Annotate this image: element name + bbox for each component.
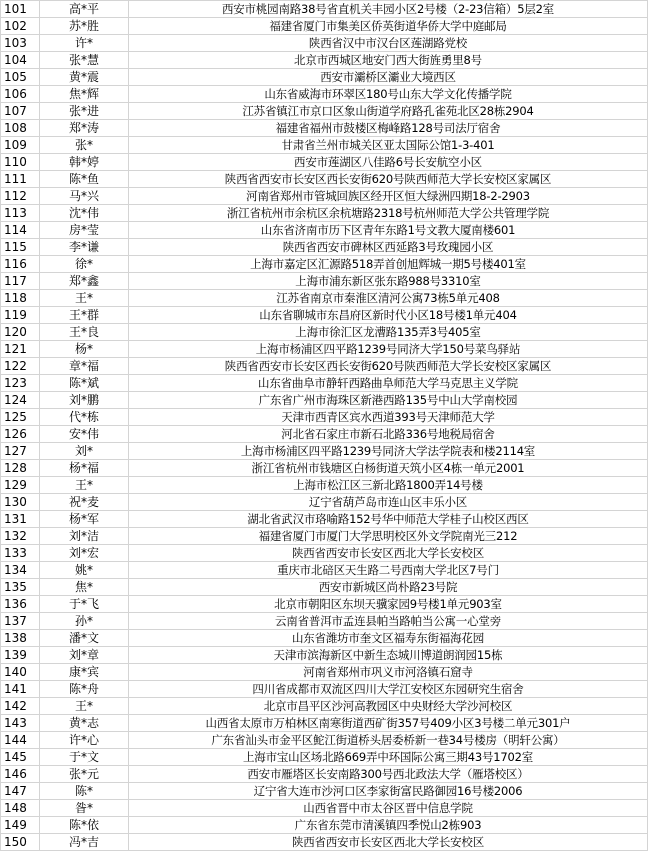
row-number-cell[interactable]: 134 (1, 562, 40, 579)
name-cell[interactable]: 陈* (40, 783, 129, 800)
address-cell[interactable]: 山东省威海市环翠区180号山东大学文化传播学院 (129, 86, 648, 103)
address-cell[interactable]: 浙江省杭州市余杭区余杭塘路2318号杭州师范大学公共管理学院 (129, 205, 648, 222)
table-body (1, 1, 648, 851)
row-number-cell[interactable]: 132 (1, 528, 40, 545)
address-cell[interactable]: 上海市嘉定区汇源路518弄首创旭辉城一期5号楼401室 (129, 256, 648, 273)
table-row (1, 120, 648, 137)
row-number-cell[interactable]: 135 (1, 579, 40, 596)
table-row (1, 800, 648, 817)
name-cell[interactable]: 祝*麦 (40, 494, 129, 511)
address-cell[interactable]: 甘肃省兰州市城关区亚太国际公馆1-3-401 (129, 137, 648, 154)
row-number-cell[interactable]: 104 (1, 52, 40, 69)
name-cell[interactable]: 黄*震 (40, 69, 129, 86)
name-cell[interactable]: 杨*军 (40, 511, 129, 528)
address-cell[interactable]: 西安市新城区尚朴路23号院 (129, 579, 648, 596)
name-cell[interactable]: 杨* (40, 341, 129, 358)
name-cell[interactable]: 王*群 (40, 307, 129, 324)
table-row (1, 749, 648, 766)
name-cell[interactable]: 陈*鱼 (40, 171, 129, 188)
table-row (1, 766, 648, 783)
row-number-cell[interactable]: 127 (1, 443, 40, 460)
table-row (1, 664, 648, 681)
name-cell[interactable]: 马*兴 (40, 188, 129, 205)
address-cell[interactable]: 上海市徐汇区龙漕路135弄3号405室 (129, 324, 648, 341)
row-number-cell[interactable]: 122 (1, 358, 40, 375)
address-cell[interactable]: 上海市松江区三新北路1800弄14号楼 (129, 477, 648, 494)
name-cell[interactable]: 郑*鑫 (40, 273, 129, 290)
name-cell[interactable]: 安*伟 (40, 426, 129, 443)
table-row (1, 18, 648, 35)
address-cell[interactable]: 上海市杨浦区四平路1239号同济大学150号菜鸟驿站 (129, 341, 648, 358)
name-cell[interactable]: 高*平 (40, 1, 129, 18)
row-number-cell[interactable]: 147 (1, 783, 40, 800)
table-row (1, 324, 648, 341)
address-cell[interactable]: 陕西省西安市长安区西北大学长安校区 (129, 545, 648, 562)
name-cell[interactable]: 王* (40, 290, 129, 307)
row-number-cell[interactable]: 110 (1, 154, 40, 171)
table-row (1, 69, 648, 86)
address-cell[interactable]: 广东省广州市海珠区新港西路135号中山大学南校园 (129, 392, 648, 409)
address-cell[interactable]: 西安市雁塔区长安南路300号西北政法大学（雁塔校区） (129, 766, 648, 783)
table-row (1, 698, 648, 715)
address-cell[interactable]: 天津市西青区宾水西道393号天津师范大学 (129, 409, 648, 426)
table-row (1, 375, 648, 392)
address-cell[interactable]: 陕西省西安市长安区西长安街620号陕西师范大学长安校区家属区 (129, 358, 648, 375)
name-cell[interactable]: 张*进 (40, 103, 129, 120)
address-cell[interactable]: 上海市宝山区场北路669弄中环国际公寓三期43号1702室 (129, 749, 648, 766)
name-cell[interactable]: 刘*宏 (40, 545, 129, 562)
name-cell[interactable]: 焦* (40, 579, 129, 596)
row-number-cell[interactable]: 148 (1, 800, 40, 817)
row-number-cell[interactable]: 146 (1, 766, 40, 783)
table-row (1, 426, 648, 443)
name-cell[interactable]: 徐* (40, 256, 129, 273)
table-row (1, 392, 648, 409)
name-cell[interactable]: 康*宾 (40, 664, 129, 681)
table-row (1, 681, 648, 698)
address-cell[interactable]: 山东省聊城市东昌府区新时代小区18号楼1单元404 (129, 307, 648, 324)
table-row (1, 103, 648, 120)
table-row (1, 341, 648, 358)
row-number-cell[interactable]: 119 (1, 307, 40, 324)
row-number-cell[interactable]: 137 (1, 613, 40, 630)
address-cell[interactable]: 山西省太原市万柏林区南寒街道西矿街357号409小区3号楼二单元301户 (129, 715, 648, 732)
name-cell[interactable]: 刘*章 (40, 647, 129, 664)
name-cell[interactable]: 张*慧 (40, 52, 129, 69)
row-number-cell[interactable]: 143 (1, 715, 40, 732)
address-cell[interactable]: 北京市西城区地安门西大街旌勇里8号 (129, 52, 648, 69)
table-row (1, 443, 648, 460)
row-number-cell[interactable]: 131 (1, 511, 40, 528)
address-cell[interactable]: 上海市浦东新区张东路988号3310室 (129, 273, 648, 290)
address-cell[interactable]: 上海市杨浦区四平路1239号同济大学法学院表和楼2114室 (129, 443, 648, 460)
table-row (1, 630, 648, 647)
name-cell[interactable]: 章*福 (40, 358, 129, 375)
row-number-cell[interactable]: 123 (1, 375, 40, 392)
name-cell[interactable]: 陈*斌 (40, 375, 129, 392)
address-cell[interactable]: 陕西省西安市长安区西长安街620号陕西师范大学长安校区家属区 (129, 171, 648, 188)
name-cell[interactable]: 刘* (40, 443, 129, 460)
table-row (1, 1, 648, 18)
table-row (1, 477, 648, 494)
row-number-cell[interactable]: 106 (1, 86, 40, 103)
row-number-cell[interactable]: 150 (1, 834, 40, 851)
address-cell[interactable]: 西安市莲湖区八佳路6号长安航空小区 (129, 154, 648, 171)
table-row (1, 732, 648, 749)
address-cell[interactable]: 江苏省南京市秦淮区清河公寓73栋5单元408 (129, 290, 648, 307)
row-number-cell[interactable]: 130 (1, 494, 40, 511)
row-number-cell[interactable]: 114 (1, 222, 40, 239)
table-row (1, 545, 648, 562)
address-cell[interactable]: 江苏省镇江市京口区象山街道学府路孔雀苑北区28栋2904 (129, 103, 648, 120)
address-cell[interactable]: 云南省普洱市孟连县帕当路帕当公寓一心堂旁 (129, 613, 648, 630)
row-number-cell[interactable]: 116 (1, 256, 40, 273)
row-number-cell[interactable]: 142 (1, 698, 40, 715)
row-number-cell[interactable]: 113 (1, 205, 40, 222)
row-number-cell[interactable]: 144 (1, 732, 40, 749)
row-number-cell[interactable]: 129 (1, 477, 40, 494)
row-number-cell[interactable]: 138 (1, 630, 40, 647)
name-cell[interactable]: 刘*洁 (40, 528, 129, 545)
address-cell[interactable]: 福建省福州市鼓楼区梅峰路128号司法厅宿舍 (129, 120, 648, 137)
table-row (1, 188, 648, 205)
table-row (1, 511, 648, 528)
row-number-cell[interactable]: 124 (1, 392, 40, 409)
name-cell[interactable]: 于*飞 (40, 596, 129, 613)
address-cell[interactable]: 河南省郑州市管城回族区经开区恒大绿洲四期18-2-2903 (129, 188, 648, 205)
table-row (1, 171, 648, 188)
row-number-cell[interactable]: 120 (1, 324, 40, 341)
address-cell[interactable]: 四川省成都市双流区四川大学江安校区东园研究生宿舍 (129, 681, 648, 698)
address-cell[interactable]: 河南省郑州市巩义市河洛镇石窟寺 (129, 664, 648, 681)
name-cell[interactable]: 焦*辉 (40, 86, 129, 103)
address-cell[interactable]: 山东省济南市历下区青年东路1号文教大厦南楼601 (129, 222, 648, 239)
row-number-cell[interactable]: 109 (1, 137, 40, 154)
name-cell[interactable]: 李*谦 (40, 239, 129, 256)
name-cell[interactable]: 于*文 (40, 749, 129, 766)
row-number-cell[interactable]: 111 (1, 171, 40, 188)
address-cell[interactable]: 陕西省西安市碑林区西延路3号玫瑰园小区 (129, 239, 648, 256)
name-cell[interactable]: 许* (40, 35, 129, 52)
name-cell[interactable]: 郑*涛 (40, 120, 129, 137)
name-cell[interactable]: 陈*依 (40, 817, 129, 834)
name-cell[interactable]: 冯*吉 (40, 834, 129, 851)
row-number-cell[interactable]: 108 (1, 120, 40, 137)
table-row (1, 205, 648, 222)
name-cell[interactable]: 王* (40, 698, 129, 715)
row-number-cell[interactable]: 128 (1, 460, 40, 477)
name-cell[interactable]: 房*莹 (40, 222, 129, 239)
row-number-cell[interactable]: 140 (1, 664, 40, 681)
row-number-cell[interactable]: 149 (1, 817, 40, 834)
table-row (1, 35, 648, 52)
name-cell[interactable]: 黄*志 (40, 715, 129, 732)
name-cell[interactable]: 陈*舟 (40, 681, 129, 698)
table-row (1, 86, 648, 103)
row-number-cell[interactable]: 121 (1, 341, 40, 358)
name-cell[interactable]: 杨*福 (40, 460, 129, 477)
row-number-cell[interactable]: 125 (1, 409, 40, 426)
table-row (1, 783, 648, 800)
row-number-cell[interactable]: 145 (1, 749, 40, 766)
table-row (1, 256, 648, 273)
table-row (1, 409, 648, 426)
name-cell[interactable]: 张* (40, 137, 129, 154)
table-row (1, 307, 648, 324)
table-row (1, 528, 648, 545)
name-cell[interactable]: 王*良 (40, 324, 129, 341)
address-cell[interactable]: 山东省潍坊市奎文区福寿东街福海花园 (129, 630, 648, 647)
table-row (1, 460, 648, 477)
address-cell[interactable]: 重庆市北碚区天生路二号西南大学北区7号门 (129, 562, 648, 579)
address-cell[interactable]: 湖北省武汉市珞喻路152号华中师范大学桂子山校区西区 (129, 511, 648, 528)
row-number-cell[interactable]: 118 (1, 290, 40, 307)
table-row (1, 613, 648, 630)
table-row (1, 273, 648, 290)
address-cell[interactable]: 西安市灞桥区灞业大境西区 (129, 69, 648, 86)
address-cell[interactable]: 辽宁省葫芦岛市连山区丰乐小区 (129, 494, 648, 511)
row-number-cell[interactable]: 139 (1, 647, 40, 664)
name-cell[interactable]: 许*心 (40, 732, 129, 749)
row-number-cell[interactable]: 115 (1, 239, 40, 256)
table-row (1, 494, 648, 511)
name-cell[interactable]: 昝* (40, 800, 129, 817)
address-cell[interactable]: 陕西省汉中市汉台区莲湖路党校 (129, 35, 648, 52)
row-number-cell[interactable]: 105 (1, 69, 40, 86)
name-cell[interactable]: 张*元 (40, 766, 129, 783)
address-cell[interactable]: 陕西省西安市长安区西北大学长安校区 (129, 834, 648, 851)
row-number-cell[interactable]: 136 (1, 596, 40, 613)
address-cell[interactable]: 天津市滨海新区中新生态城川博道朗润园15栋 (129, 647, 648, 664)
name-cell[interactable]: 王* (40, 477, 129, 494)
address-cell[interactable]: 福建省厦门市厦门大学思明校区外文学院南光三212 (129, 528, 648, 545)
table-row (1, 579, 648, 596)
row-number-cell[interactable]: 112 (1, 188, 40, 205)
table-row (1, 358, 648, 375)
address-cell[interactable]: 广东省东莞市清溪镇四季悦山2栋903 (129, 817, 648, 834)
name-cell[interactable]: 沈*伟 (40, 205, 129, 222)
address-cell[interactable]: 河北省石家庄市新石北路336号地税局宿舍 (129, 426, 648, 443)
name-cell[interactable]: 代*栋 (40, 409, 129, 426)
row-number-cell[interactable]: 126 (1, 426, 40, 443)
table-row (1, 596, 648, 613)
row-number-cell[interactable]: 102 (1, 18, 40, 35)
address-cell[interactable]: 浙江省杭州市钱塘区白杨街道天筑小区4栋一单元2001 (129, 460, 648, 477)
name-cell[interactable]: 韩*婷 (40, 154, 129, 171)
name-cell[interactable]: 刘*鹏 (40, 392, 129, 409)
address-cell[interactable]: 北京市昌平区沙河高教园区中央财经大学沙河校区 (129, 698, 648, 715)
table-row (1, 222, 648, 239)
address-cell[interactable]: 山西省晋中市太谷区晋中信息学院 (129, 800, 648, 817)
table-row (1, 834, 648, 851)
row-number-cell[interactable]: 101 (1, 1, 40, 18)
address-cell[interactable]: 福建省厦门市集美区侨英街道华侨大学中庭邮局 (129, 18, 648, 35)
name-cell[interactable]: 孙* (40, 613, 129, 630)
row-number-cell[interactable]: 133 (1, 545, 40, 562)
name-cell[interactable]: 苏*胜 (40, 18, 129, 35)
row-number-cell[interactable]: 117 (1, 273, 40, 290)
table-row (1, 52, 648, 69)
table-row (1, 562, 648, 579)
table-row (1, 137, 648, 154)
table-row (1, 817, 648, 834)
address-cell[interactable]: 山东省曲阜市静轩西路曲阜师范大学马克思主义学院 (129, 375, 648, 392)
address-cell[interactable]: 辽宁省大连市沙河口区李家街富民路御园16号楼2006 (129, 783, 648, 800)
table-row (1, 647, 648, 664)
row-number-cell[interactable]: 107 (1, 103, 40, 120)
row-number-cell[interactable]: 103 (1, 35, 40, 52)
table-row (1, 715, 648, 732)
table-row (1, 154, 648, 171)
address-cell[interactable]: 北京市朝阳区东坝天骥家园9号楼1单元903室 (129, 596, 648, 613)
address-cell[interactable]: 广东省汕头市金平区鮀江街道桥头居委桥新一巷34号楼房（明轩公寓） (129, 732, 648, 749)
row-number-cell[interactable]: 141 (1, 681, 40, 698)
table-row (1, 239, 648, 256)
name-cell[interactable]: 姚* (40, 562, 129, 579)
table-row (1, 290, 648, 307)
name-cell[interactable]: 潘*文 (40, 630, 129, 647)
address-cell[interactable]: 西安市桃园南路38号省直机关丰园小区2号楼（2-23信箱）5层2室 (129, 1, 648, 18)
